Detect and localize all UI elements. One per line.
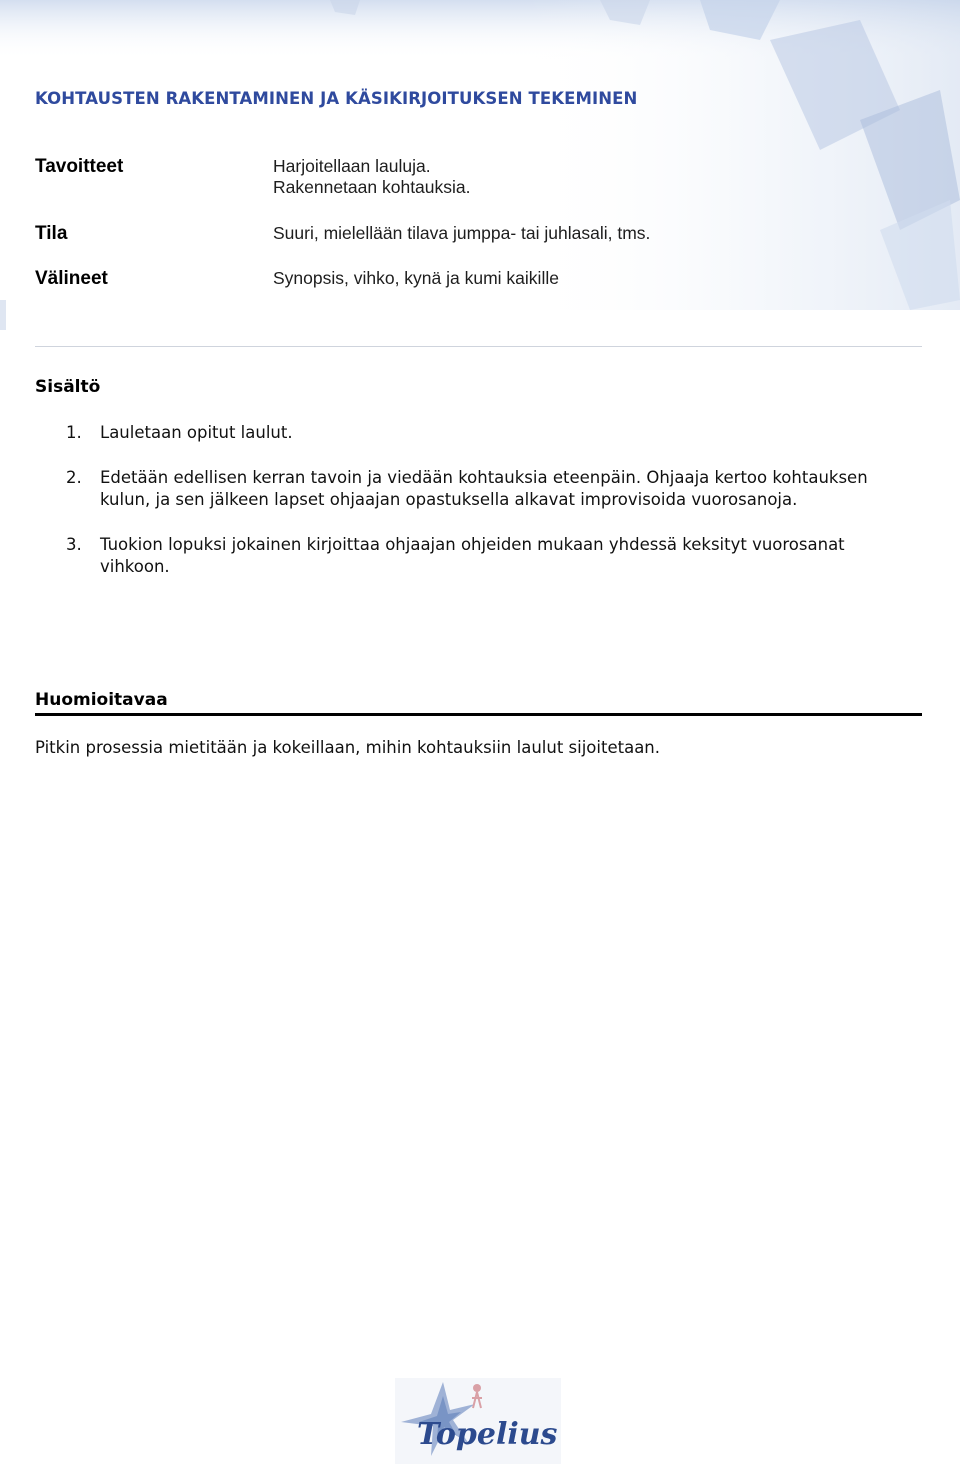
notes-heading-rule xyxy=(35,713,922,716)
content-heading: Sisältö xyxy=(35,377,101,397)
section-divider xyxy=(35,346,922,347)
equipment-value: Synopsis, vihko, kynä ja kumi kaikille xyxy=(273,268,559,288)
step-number: 2. xyxy=(66,468,82,487)
step-item xyxy=(0,467,890,511)
svg-text:Topelius: Topelius xyxy=(417,1417,558,1452)
goals-line-2: Rakennetaan kohtauksia. xyxy=(273,177,471,197)
step-text: Edetään edellisen kerran tavoin ja viedään kohtauksia eteenpäin. Ohjaaja kertoo kohtauksen kulun, ja sen jälkeen lapset ohjaajan opastuksella alkavat improvisoida vuorosanoja. xyxy=(100,468,868,509)
step-number: 3. xyxy=(66,535,82,554)
goals-value xyxy=(273,156,471,198)
notes-heading: Huomioitavaa xyxy=(35,690,168,710)
document-title: KOHTAUSTEN RAKENTAMINEN JA KÄSIKIRJOITUKSEN TEKEMINEN xyxy=(35,89,638,108)
content-steps xyxy=(0,422,890,601)
step-text: Tuokion lopuksi jokainen kirjoittaa ohjaajan ohjeiden mukaan yhdessä keksityt vuorosanat vihkoon. xyxy=(100,535,845,576)
step-text: Lauletaan opitut laulut. xyxy=(100,423,293,442)
topelius-logo xyxy=(395,1378,561,1464)
step-item xyxy=(0,422,890,444)
step-item xyxy=(0,534,890,578)
goals-label: Tavoitteet xyxy=(35,156,124,177)
equipment-label: Välineet xyxy=(35,268,108,289)
step-number: 1. xyxy=(66,423,82,442)
goals-line-1: Harjoitellaan lauluja. xyxy=(273,156,431,176)
notes-text: Pitkin prosessia mietitään ja kokeillaan, mihin kohtauksiin laulut sijoitetaan. xyxy=(35,738,661,757)
space-value: Suuri, mielellään tilava jumppa- tai juhlasali, tms. xyxy=(273,223,651,243)
child-figure-icon xyxy=(473,1384,481,1392)
space-label: Tila xyxy=(35,223,68,244)
